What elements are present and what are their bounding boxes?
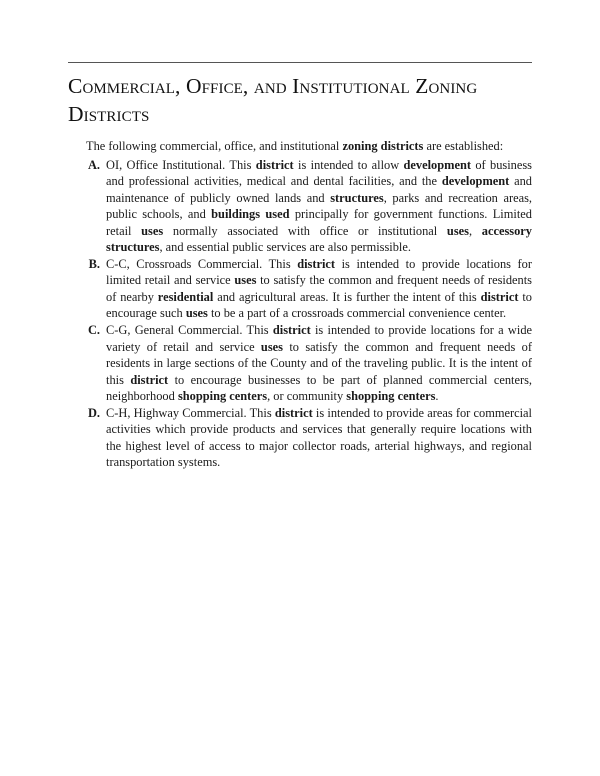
body-text-run: The following commercial, office, and institutional <box>86 139 343 154</box>
body-text-run: and maintenance of publicly owned lands and <box>106 174 532 205</box>
emphasis-term: structures <box>330 190 384 205</box>
emphasis-term: district <box>297 256 336 271</box>
body-text-run: is intended to provide locations for a wide variety of retail and service <box>106 323 533 354</box>
body-text-run: C-G, General Commercial. This <box>106 323 273 337</box>
page-title: Commercial, Office, and Institutional Zoning Districts <box>68 74 478 126</box>
list-item-marker: B. <box>88 256 100 271</box>
body-text-run: , or community <box>267 389 347 404</box>
emphasis-term: residential <box>157 289 214 304</box>
body-text-run: principally for government functions. Limited retail <box>106 207 532 238</box>
body-text-run: to satisfy the common and frequent needs of residents in large sections of the County and of the traveling public. It is the intent of this <box>106 339 532 387</box>
list-item-marker: D. <box>87 405 100 420</box>
body-text-run: C-C, Crossroads Commercial. This <box>106 256 298 271</box>
emphasis-term: district <box>255 157 294 172</box>
body-text-run: to encourage such <box>106 289 532 321</box>
emphasis-term: development <box>403 157 471 172</box>
list-item <box>82 256 532 322</box>
emphasis-term: district <box>274 405 313 420</box>
emphasis-term: uses <box>141 223 164 238</box>
body-text-run: to satisfy the common and frequent needs of residents of nearby <box>106 273 532 304</box>
emphasis-term: zoning districts <box>342 139 424 154</box>
emphasis-term: uses <box>446 223 469 238</box>
body-text-run: of business and professional activities, medical and dental facilities, and the <box>106 157 532 189</box>
body-text-run: C-H, Highway Commercial. This <box>106 405 275 420</box>
list-item-text <box>106 158 532 255</box>
emphasis-term: uses <box>260 339 283 354</box>
emphasis-term: shopping centers <box>346 389 436 404</box>
body-text-run: and agricultural areas. It is further the intent of this <box>213 289 481 304</box>
list-item-text <box>106 257 532 321</box>
body-text-run: are established: <box>423 139 504 154</box>
list-item-text <box>106 406 532 470</box>
emphasis-term: development <box>441 174 510 189</box>
emphasis-term: shopping centers <box>177 389 268 404</box>
body-text-run: to be a part of a crossroads commercial convenience center. <box>207 306 507 321</box>
list-item-marker: A. <box>87 157 100 172</box>
district-list <box>68 157 532 471</box>
body-text-run: to encourage businesses to be part of planned commercial centers, neighborhood <box>106 372 533 404</box>
list-item <box>82 157 532 256</box>
body-text-run: normally associated with office or institutional <box>163 223 447 238</box>
intro-paragraph <box>68 138 532 155</box>
body-text-run: is intended to allow <box>293 157 404 172</box>
emphasis-term: uses <box>234 273 257 288</box>
list-item <box>82 405 532 471</box>
list-item-marker: C. <box>87 323 100 337</box>
emphasis-term: accessory structures <box>106 223 532 255</box>
body-text-run: , and essential public services are also permissible. <box>159 240 411 255</box>
emphasis-term: buildings used <box>211 207 290 222</box>
body-text-run: . <box>435 389 439 404</box>
body-text-run: is intended to provide locations for limited retail and service <box>106 256 533 288</box>
body-text-run: OI, Office Institutional. This <box>106 157 256 172</box>
emphasis-term: district <box>130 372 169 387</box>
header-rule <box>68 62 532 63</box>
emphasis-term: district <box>272 323 311 337</box>
list-item-text <box>106 323 532 403</box>
list-item <box>82 322 532 405</box>
body-text-run: is intended to provide areas for commercial activities which provide products and services that generally require locations with the highest level of access to major collector roads, arterial highways, and regional transportation systems. <box>106 405 532 470</box>
body-text-run: , <box>468 223 482 238</box>
body-text-run: , parks and recreation areas, public schools, and <box>106 190 532 222</box>
emphasis-term: uses <box>185 306 208 321</box>
emphasis-term: district <box>480 289 519 304</box>
